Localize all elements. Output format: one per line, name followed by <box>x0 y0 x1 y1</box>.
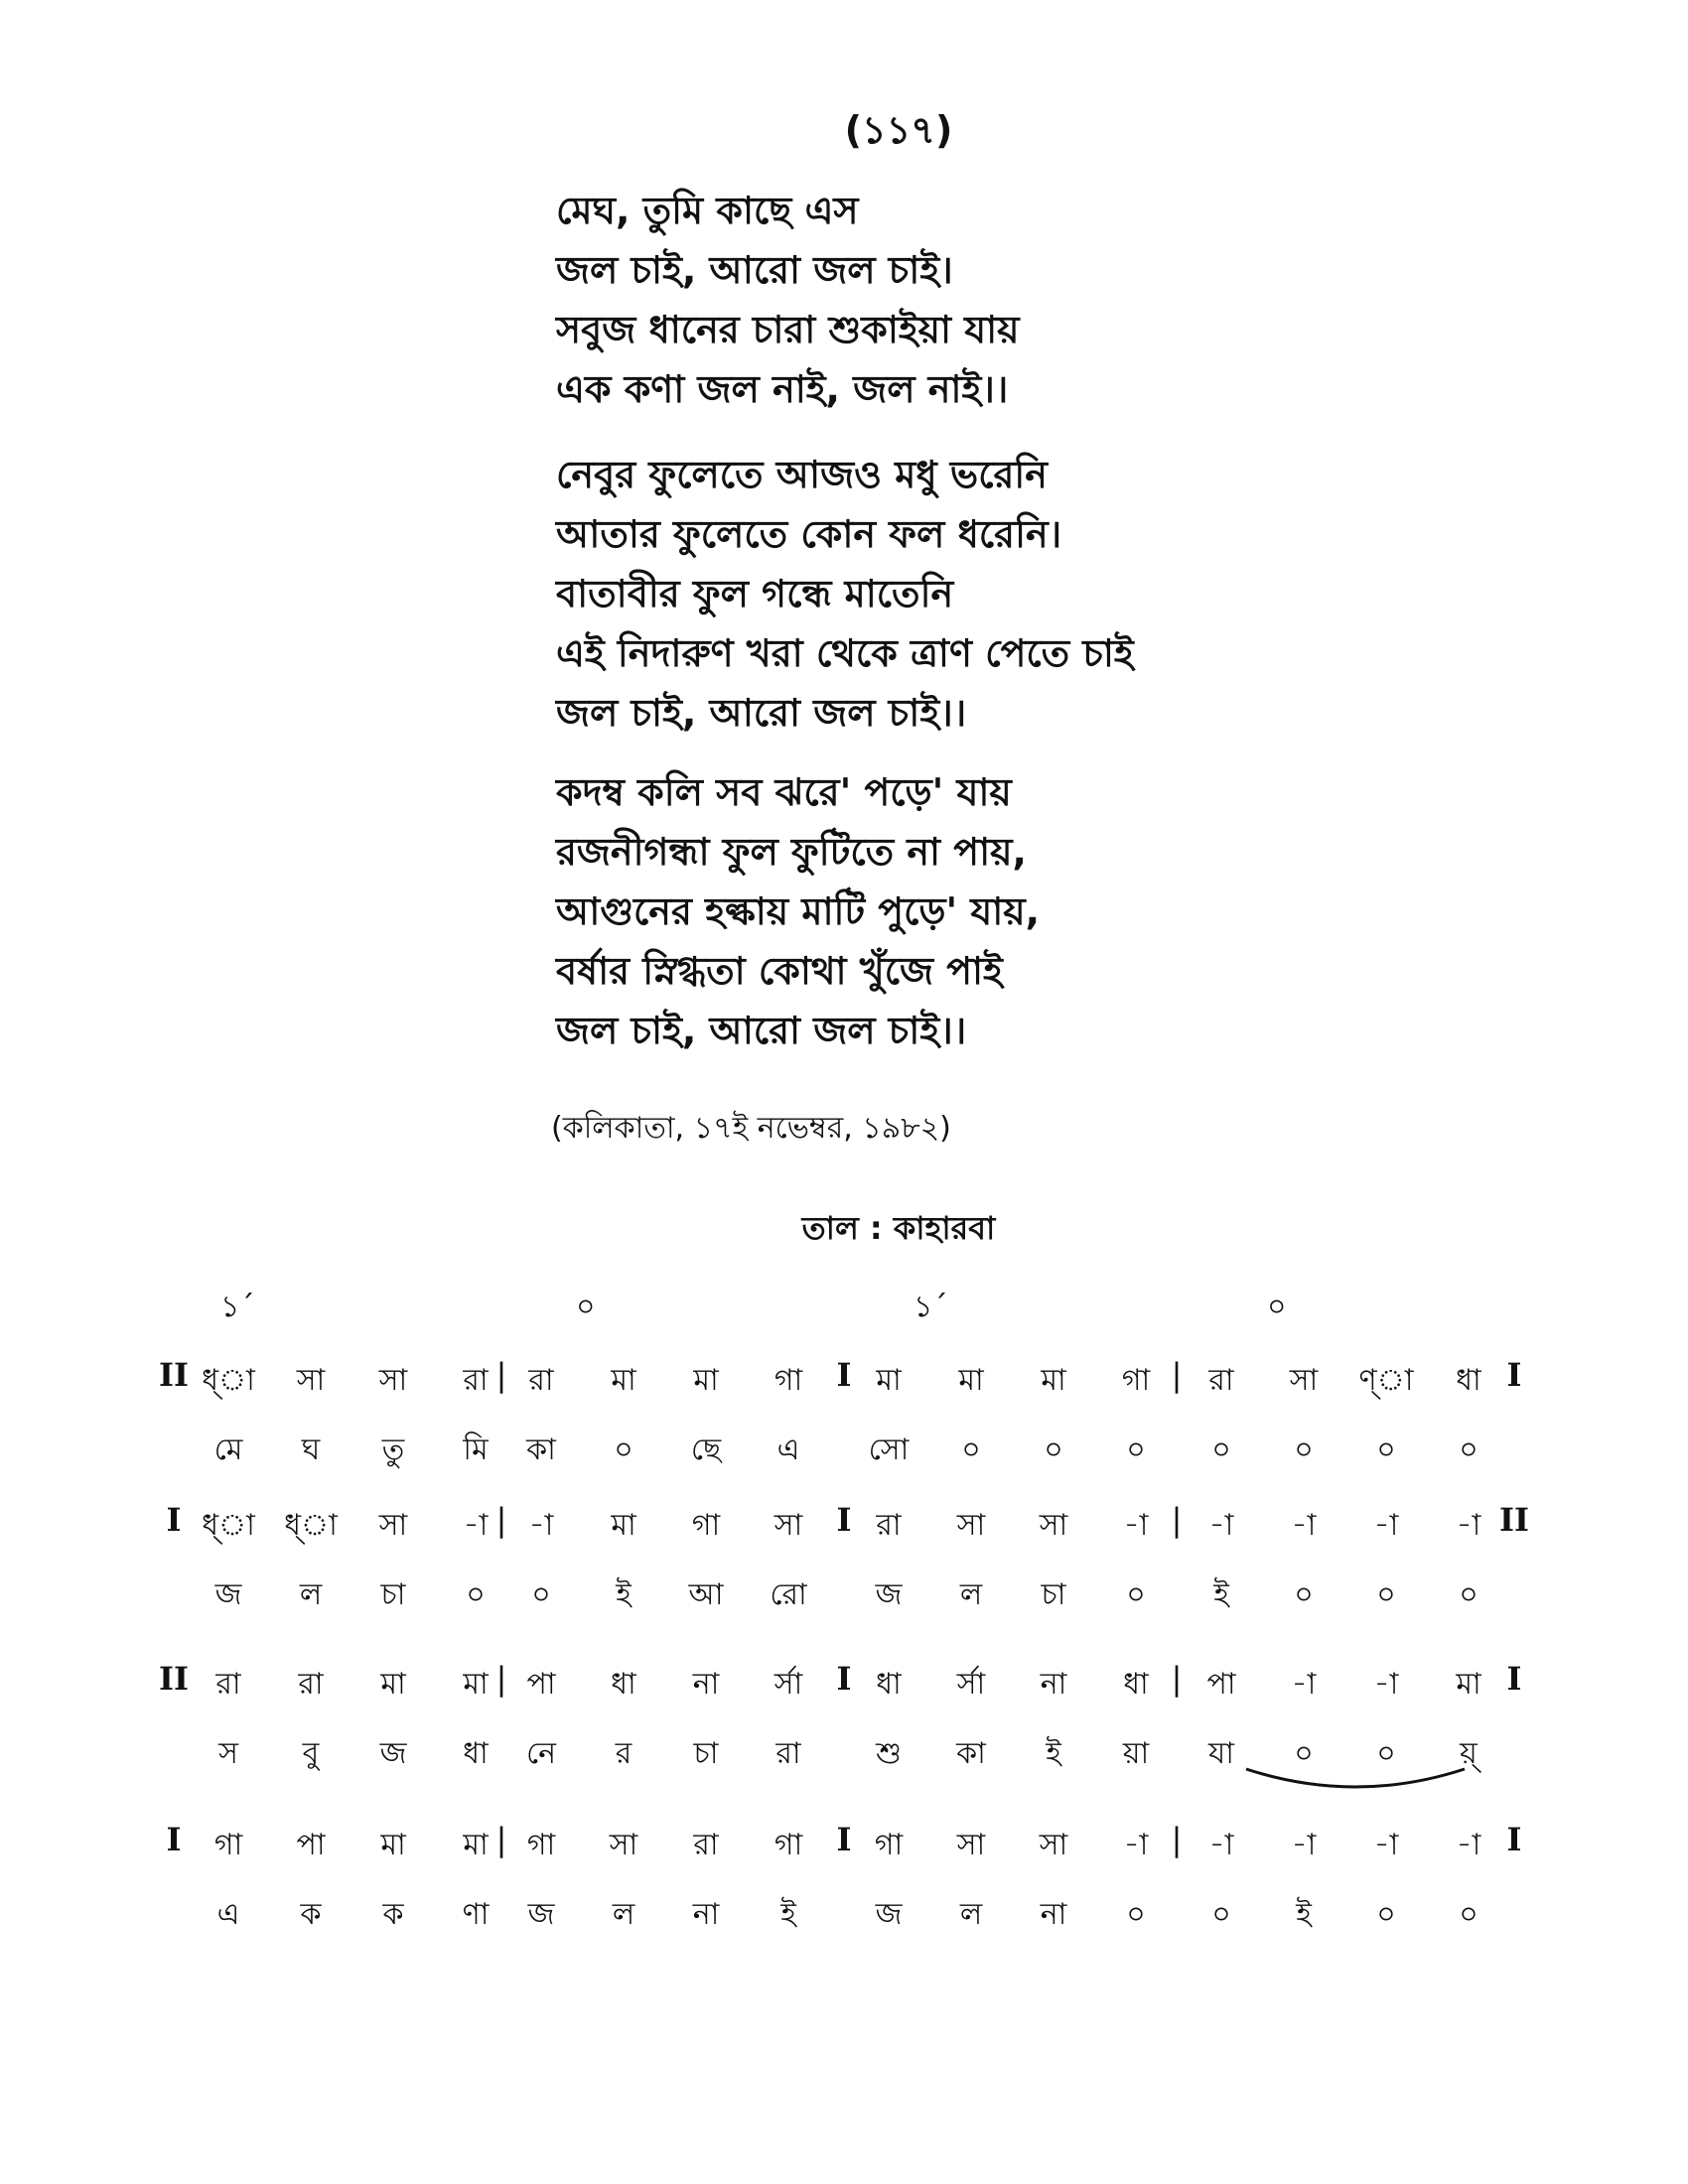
swar-note: -া <box>1208 1508 1234 1543</box>
bar-line: | <box>495 1660 507 1698</box>
swar-note: মা <box>876 1363 902 1398</box>
lyric-syllable: ০ <box>1294 1577 1314 1612</box>
lyric-syllable: কা <box>956 1736 986 1771</box>
swar-note: না <box>1040 1667 1067 1702</box>
swar-note: সা <box>1039 1508 1068 1543</box>
lyric-syllable: ণা <box>462 1897 490 1932</box>
lyric-syllable: জ <box>527 1897 555 1932</box>
lyric-syllable: ই <box>1046 1736 1061 1771</box>
lyric-line: আগুনের হল্কায় মাটি পুড়ে' যায়, <box>556 889 1041 933</box>
swar-note: গা <box>691 1508 721 1543</box>
swar-note: রা <box>1208 1363 1234 1398</box>
slur-mark <box>1241 1765 1470 1795</box>
bar-line: I <box>836 1660 852 1698</box>
lyric-syllable: মে <box>213 1433 243 1467</box>
lyric-syllable: ০ <box>961 1433 981 1467</box>
swar-note: মা <box>463 1828 489 1862</box>
swar-note: গা <box>1121 1363 1151 1398</box>
lyric-syllable: মি <box>463 1433 489 1467</box>
composition-dateline: (কলিকাতা, ১৭ই নভেম্বর, ১৯৮২) <box>551 1111 951 1146</box>
bar-line: II <box>159 1660 189 1698</box>
swar-note: সা <box>956 1828 986 1862</box>
swar-note: -া <box>1456 1508 1481 1543</box>
bar-line: I <box>166 1501 182 1539</box>
swar-note: রা <box>693 1828 719 1862</box>
bar-line: I <box>1506 1660 1522 1698</box>
lyric-syllable: ০ <box>1126 1897 1146 1932</box>
lyric-syllable: ০ <box>1376 1897 1396 1932</box>
lyric-syllable: য়্ <box>1460 1736 1477 1771</box>
swar-note: সা <box>956 1508 986 1543</box>
swar-note: -া <box>1291 1667 1317 1702</box>
bar-line: I <box>1506 1821 1522 1858</box>
swar-note: ধা <box>1123 1667 1149 1702</box>
swar-note: মা <box>1456 1667 1481 1702</box>
lyric-line: জল চাই, আরো জল চাই। <box>556 248 953 292</box>
bar-line: | <box>1171 1356 1183 1394</box>
lyric-syllable: স <box>218 1736 238 1771</box>
lyric-line: নেবুর ফুলেতে আজও মধু ভরেনি <box>556 453 1048 496</box>
swar-note: সা <box>378 1508 408 1543</box>
swar-note: মা <box>693 1363 719 1398</box>
swar-note: ধা <box>1456 1363 1481 1398</box>
lyric-syllable: ০ <box>1459 1897 1478 1932</box>
lyric-syllable: তু <box>381 1433 405 1467</box>
swar-note: রা <box>463 1363 489 1398</box>
lyric-syllable: ক <box>300 1897 322 1932</box>
lyric-line: জল চাই, আরো জল চাই।। <box>556 691 967 735</box>
lyric-syllable: নে <box>525 1736 557 1771</box>
bar-line: | <box>495 1356 507 1394</box>
lyric-syllable: ০ <box>1376 1736 1396 1771</box>
lyric-syllable: ০ <box>1459 1577 1478 1612</box>
lyric-syllable: ই <box>780 1897 796 1932</box>
lyric-syllable: ই <box>1213 1577 1229 1612</box>
swar-note: রা <box>215 1667 241 1702</box>
lyric-syllable: না <box>692 1897 720 1932</box>
lyric-syllable: ই <box>616 1577 632 1612</box>
bar-line: I <box>836 1501 852 1539</box>
swar-note: গা <box>774 1363 803 1398</box>
swar-note: -া <box>1456 1828 1481 1862</box>
swar-note: র্সা <box>774 1667 803 1702</box>
swar-note: রা <box>876 1508 902 1543</box>
swar-note: ধ্া <box>202 1508 255 1543</box>
beat-marker: ০ <box>576 1290 596 1324</box>
lyric-syllable: ০ <box>1211 1897 1231 1932</box>
swar-note: পা <box>526 1667 556 1702</box>
swar-note: ধ্া <box>202 1363 255 1398</box>
lyric-syllable: রা <box>775 1736 801 1771</box>
swar-note: -া <box>1373 1667 1399 1702</box>
lyric-syllable: চা <box>380 1577 406 1612</box>
lyric-syllable: ০ <box>1211 1433 1231 1467</box>
lyric-syllable: ০ <box>614 1433 633 1467</box>
swar-note: মা <box>463 1667 489 1702</box>
lyric-line: আতার ফুলেতে কোন ফল ধরেনি। <box>556 512 1062 556</box>
bar-line: II <box>159 1356 189 1394</box>
lyric-syllable: যা <box>1208 1736 1234 1771</box>
swar-note: -া <box>1291 1828 1317 1862</box>
lyric-syllable: বু <box>302 1736 320 1771</box>
stanza <box>556 762 1040 1060</box>
swar-note: রা <box>528 1363 554 1398</box>
lyric-syllable: চা <box>1041 1577 1066 1612</box>
swar-note: পা <box>1206 1667 1236 1702</box>
lyric-syllable: য়া <box>1122 1736 1150 1771</box>
swar-note: মা <box>380 1828 406 1862</box>
beat-marker: ১´ <box>220 1290 255 1324</box>
swar-note: রা <box>298 1667 324 1702</box>
lyric-syllable: ছে <box>690 1433 722 1467</box>
bar-line: | <box>1171 1660 1183 1698</box>
swar-note: গা <box>774 1828 803 1862</box>
swar-note: মা <box>611 1363 636 1398</box>
swar-note: -া <box>1291 1508 1317 1543</box>
lyric-syllable: ই <box>1296 1897 1312 1932</box>
swar-note: -া <box>1123 1508 1149 1543</box>
page-number: (১১৭) <box>844 108 953 152</box>
lyric-line: এই নিদারুণ খরা থেকে ত্রাণ পেতে চাই <box>556 631 1134 675</box>
stanza <box>556 181 1020 419</box>
lyric-syllable: এ <box>776 1433 800 1467</box>
swar-note: সা <box>378 1363 408 1398</box>
lyric-syllable: ল <box>612 1897 635 1932</box>
swar-note: -া <box>1123 1828 1149 1862</box>
swar-note: ণ্া <box>1358 1363 1414 1398</box>
bar-line: I <box>836 1356 852 1394</box>
swar-note: সা <box>296 1363 326 1398</box>
lyric-syllable: না <box>1040 1897 1067 1932</box>
lyric-line: কদম্ব কলি সব ঝরে' পড়ে' যায় <box>556 770 1012 814</box>
lyric-syllable: ০ <box>1376 1433 1396 1467</box>
swar-note: মা <box>380 1667 406 1702</box>
swar-note: -া <box>463 1508 489 1543</box>
lyric-syllable: জ <box>379 1736 407 1771</box>
lyric-syllable: ল <box>959 1897 983 1932</box>
lyric-syllable: ক <box>382 1897 404 1932</box>
bar-line: I <box>1506 1356 1522 1394</box>
lyric-line: এক কণা জল নাই, জল নাই।। <box>556 367 1009 411</box>
lyric-syllable: এ <box>216 1897 240 1932</box>
lyric-syllable: সো <box>868 1433 910 1467</box>
swar-note: সা <box>774 1508 803 1543</box>
lyric-line: জল চাই, আরো জল চাই।। <box>556 1009 967 1052</box>
lyric-line: সবুজ ধানের চারা শুকাইয়া যায় <box>556 308 1020 351</box>
beat-marker: ১´ <box>914 1290 948 1324</box>
bar-line: | <box>495 1821 507 1858</box>
lyric-line: রজনীগন্ধা ফুল ফুটিতে না পায়, <box>556 830 1027 874</box>
lyric-syllable: ০ <box>1459 1433 1478 1467</box>
lyric-syllable: ধা <box>463 1736 489 1771</box>
swar-note: ধা <box>611 1667 636 1702</box>
lyric-syllable: ঘ <box>301 1433 321 1467</box>
bar-line: | <box>1171 1501 1183 1539</box>
bar-line: | <box>1171 1821 1183 1858</box>
bar-line: | <box>495 1501 507 1539</box>
lyric-line: মেঘ, তুমি কাছে এস <box>556 189 859 232</box>
swar-note: মা <box>611 1508 636 1543</box>
lyric-syllable: কা <box>526 1433 556 1467</box>
swar-note: সা <box>1039 1828 1068 1862</box>
swar-note: গা <box>526 1828 556 1862</box>
lyric-syllable: ০ <box>531 1577 551 1612</box>
notation-row <box>0 1501 1688 1630</box>
swar-note: গা <box>874 1828 904 1862</box>
tala-heading: তাল : কাহারবা <box>801 1209 996 1247</box>
lyric-syllable: জ <box>875 1897 903 1932</box>
swar-note: -া <box>1373 1828 1399 1862</box>
lyric-syllable: ০ <box>1294 1433 1314 1467</box>
swar-note: -া <box>528 1508 554 1543</box>
notation-row <box>0 1356 1688 1485</box>
lyric-syllable: ০ <box>1376 1577 1396 1612</box>
lyric-syllable: আ <box>688 1577 724 1612</box>
lyric-syllable: ০ <box>466 1577 486 1612</box>
swar-note: -া <box>1373 1508 1399 1543</box>
beat-markers <box>0 1283 1688 1332</box>
lyric-syllable: রো <box>770 1577 807 1612</box>
lyric-syllable: শু <box>876 1736 902 1771</box>
bar-line: II <box>1499 1501 1529 1539</box>
lyric-syllable: ০ <box>1126 1433 1146 1467</box>
swar-note: ধা <box>876 1667 902 1702</box>
swar-note: না <box>692 1667 720 1702</box>
swar-note: মা <box>958 1363 984 1398</box>
swar-note: -া <box>1208 1828 1234 1862</box>
notation-row <box>0 1821 1688 1950</box>
swar-note: মা <box>1041 1363 1066 1398</box>
lyric-syllable: জ <box>214 1577 242 1612</box>
lyric-line: বাতাবীর ফুল গন্ধে মাতেনি <box>556 572 954 615</box>
swar-note: সা <box>1289 1363 1319 1398</box>
swar-note: গা <box>213 1828 243 1862</box>
lyric-syllable: জ <box>875 1577 903 1612</box>
beat-marker: ০ <box>1267 1290 1287 1324</box>
lyric-syllable: ল <box>299 1577 323 1612</box>
lyric-syllable: ০ <box>1044 1433 1063 1467</box>
swar-note: র্সা <box>956 1667 986 1702</box>
lyric-syllable: ০ <box>1126 1577 1146 1612</box>
stanza <box>556 445 1134 743</box>
lyric-syllable: ল <box>959 1577 983 1612</box>
bar-line: I <box>836 1821 852 1858</box>
bar-line: I <box>166 1821 182 1858</box>
lyric-syllable: ০ <box>1294 1736 1314 1771</box>
swar-note: সা <box>609 1828 638 1862</box>
swar-note: ধ্া <box>284 1508 338 1543</box>
lyric-syllable: র <box>615 1736 633 1771</box>
lyric-syllable: চা <box>693 1736 719 1771</box>
swar-note: পা <box>296 1828 326 1862</box>
lyric-line: বর্ষার স্নিগ্ধতা কোথা খুঁজে পাই <box>556 949 1003 993</box>
